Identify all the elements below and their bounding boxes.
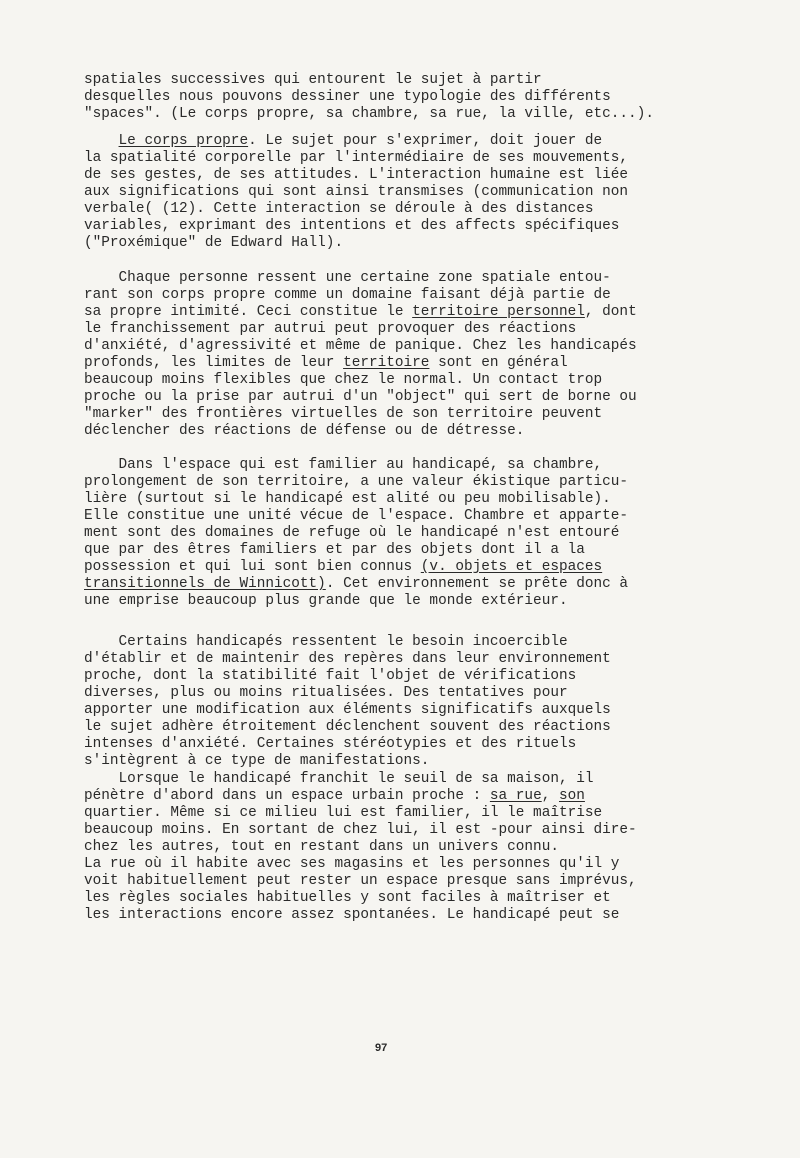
text-line: sa propre intimité. Ceci constitue le territoire personnel, dont — [84, 304, 637, 320]
text-line: la spatialité corporelle par l'intermédiaire de ses mouvements, — [84, 150, 629, 166]
text-line: diverses, plus ou moins ritualisées. Des tentatives pour — [84, 685, 568, 701]
text-line: lière (surtout si le handicapé est alité ou peu mobilisable). — [84, 491, 611, 507]
text-line: proche ou la prise par autrui d'un "object" qui sert de borne ou — [84, 389, 637, 405]
text-line: pénètre d'abord dans un espace urbain proche : sa rue, son — [84, 788, 585, 804]
text-line: d'anxiété, d'agressivité et même de panique. Chez les handicapés — [84, 338, 637, 354]
text-line: déclencher des réactions de défense ou de détresse. — [84, 423, 525, 439]
text-line: aux significations qui sont ainsi transmises (communication non — [84, 184, 629, 200]
page-number: 97 — [375, 1042, 388, 1054]
text-line: d'établir et de maintenir des repères dans leur environnement — [84, 651, 611, 667]
text-line: "marker" des frontières virtuelles de son territoire peuvent — [84, 406, 603, 422]
text-line: quartier. Même si ce milieu lui est familier, il le maîtrise — [84, 805, 603, 821]
text-line: prolongement de son territoire, a une valeur ékistique particu- — [84, 474, 629, 490]
text-line: La rue où il habite avec ses magasins et les personnes qu'il y — [84, 856, 620, 872]
text-line: une emprise beaucoup plus grande que le monde extérieur. — [84, 593, 568, 609]
text-line: Le corps propre. Le sujet pour s'exprimer, doit jouer de — [118, 133, 603, 149]
text-line: profonds, les limites de leur territoire sont en général — [84, 355, 568, 371]
text-line: le franchissement par autrui peut provoquer des réactions — [84, 321, 577, 337]
text-line: transitionnels de Winnicott). Cet environnement se prête donc à — [84, 576, 629, 592]
text-line: s'intègrent à ce type de manifestations. — [84, 753, 430, 769]
text-line: intenses d'anxiété. Certaines stéréotypies et des rituels — [84, 736, 577, 752]
text-line: Certains handicapés ressentent le besoin incoercible — [84, 634, 568, 650]
text-line: rant son corps propre comme un domaine faisant déjà partie de — [84, 287, 611, 303]
text-line: ment sont des domaines de refuge où le handicapé n'est entouré — [84, 525, 620, 541]
text-line: possession et qui lui sont bien connus (v. objets et espaces — [84, 559, 603, 575]
text-line: apporter une modification aux éléments significatifs auxquels — [84, 702, 611, 718]
text-line: verbale( (12). Cette interaction se déroule à des distances — [84, 201, 594, 217]
text-line: desquelles nous pouvons dessiner une typologie des différents — [84, 89, 611, 105]
text-line: beaucoup moins. En sortant de chez lui, il est -pour ainsi dire- — [84, 822, 637, 838]
text-line: Elle constitue une unité vécue de l'espace. Chambre et apparte- — [84, 508, 629, 524]
text-line: chez les autres, tout en restant dans un univers connu. — [84, 839, 559, 855]
text-line: proche, dont la statibilité fait l'objet de vérifications — [84, 668, 577, 684]
text-line: que par des êtres familiers et par des objets dont il a la — [84, 542, 585, 558]
text-line: les interactions encore assez spontanées. Le handicapé peut se — [84, 907, 620, 923]
text-line: le sujet adhère étroitement déclenchent souvent des réactions — [84, 719, 611, 735]
text-line: spatiales successives qui entourent le sujet à partir — [84, 72, 542, 88]
text-line: voit habituellement peut rester un espace presque sans imprévus, — [84, 873, 637, 889]
text-line: Chaque personne ressent une certaine zone spatiale entou- — [84, 270, 611, 286]
text-line: les règles sociales habituelles y sont faciles à maîtriser et — [84, 890, 611, 906]
text-line: Dans l'espace qui est familier au handicapé, sa chambre, — [84, 457, 603, 473]
text-line: variables, exprimant des intentions et des affects spécifiques — [84, 218, 620, 234]
text-line: "spaces". (Le corps propre, sa chambre, sa rue, la ville, etc...). — [84, 106, 654, 122]
text-line: Lorsque le handicapé franchit le seuil de sa maison, il — [84, 771, 594, 787]
text-line: beaucoup moins flexibles que chez le normal. Un contact trop — [84, 372, 603, 388]
text-line: de ses gestes, de ses attitudes. L'interaction humaine est liée — [84, 167, 629, 183]
text-line: ("Proxémique" de Edward Hall). — [84, 235, 344, 251]
